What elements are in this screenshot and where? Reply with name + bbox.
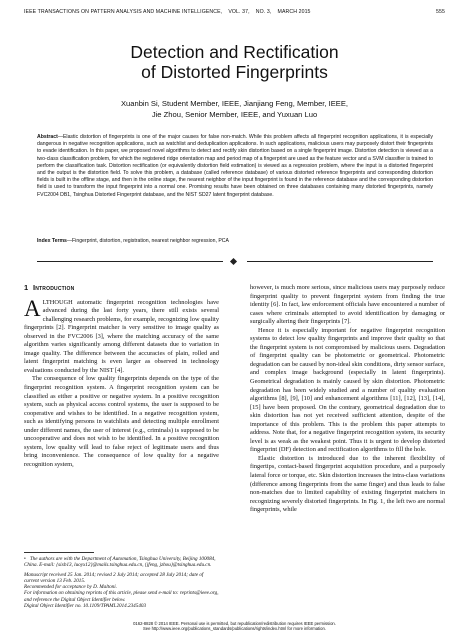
- authors-line-1: Xuanbin Si, Student Member, IEEE, Jianjiang Feng, Member, IEEE,: [120, 99, 349, 108]
- copyright-notice: [0, 621, 469, 631]
- paper-title: [0, 42, 469, 82]
- authors-line-2: Jie Zhou, Senior Member, IEEE, and Yuxuan Luo: [151, 110, 318, 119]
- index-terms-label: Index Terms: [37, 238, 67, 244]
- copyright-line-2: See http://www.ieee.org/publications_standards/publications/rights/index.html for more information.: [143, 626, 326, 632]
- footnote-rule: [24, 552, 94, 553]
- abstract: [37, 134, 433, 199]
- section-number: 1: [24, 283, 29, 292]
- running-head: [24, 9, 445, 15]
- page-number: 555: [436, 9, 445, 15]
- diamond-icon: [230, 257, 237, 264]
- paragraph: The consequence of low quality fingerprints depends on the type of the fingerprint recognition system. A fingerprint recognition system can be classified as either a positive or negative system. In a positive recognition system, such as physical access control systems, the user is supposed to be cooperative and wishes to be identified. In a negative recognition system, such as identifying persons in watchlists and detecting multiple enrollment under different names, the user of interest (e.g., criminals) is supposed to be uncooperative and does not wish to be identified. In a positive recognition system, low quality will lead to false reject of legitimate users and thus bring inconvenience. The consequence of low quality for a negative recognition system,: [24, 375, 219, 468]
- copyright-line-1: 0162-8828 © 2014 IEEE. Personal use is permitted, but republication/redistribution requires IEEE permission.: [133, 621, 336, 626]
- title-line-2: of Distorted Fingerprints: [141, 62, 328, 82]
- footnote-reprints: For information on obtaining reprints of this article, please send e-mail to: reprints@ieee.org, and reference the Digital Object Identifier below.: [24, 590, 219, 603]
- abstract-text: —Elastic distortion of fingerprints is one of the major causes for false non-match. While this problem affects all fingerprint recognition applications, it is especially dangerous in negative recognition applications, such as watchlist and deduplication applications. In such applications, malicious users may purposely distort their fingerprints to evade identification. In this paper, we proposed novel algorithms to detect and rectify skin distortion based on a single fingerprint image. Distortion detection is viewed as a two-class classification problem, for which the registered ridge orientation map and period map of a fingerprint are used as the feature vector and a SVM classifier is trained to perform the classification task. Distortion rectification (or equivalently distortion field estimation) is viewed as a regression problem, where the input is a distorted fingerprint and the output is the distortion field. To solve this problem, a database (called reference database) of various distorted reference fingerprints and corresponding distortion fields is built in the offline stage, and then in the online stage, the nearest neighbor of the input fingerprint is found in the reference database and the corresponding distortion field is used to transform the input fingerprint into a normal one. Promising results have been obtained on three databases containing many distorted fingerprints, namely FVC2004 DB1, Tsinghua Distorted Fingerprint database, and the NIST SD27 latent fingerprint database.: [37, 134, 433, 198]
- footnote-affiliation: • The authors are with the Department of Automation, Tsinghua University, Beijing 100084, China. E-mail: {sixb13, luoyx12}@mails.tsinghua.edu.cn, {jfeng, jzhou}@tsinghua.edu.cn.: [24, 556, 216, 569]
- footnote-manuscript: Manuscript received 25 Jan. 2014; revised 2 July 2014; accepted 28 July 2014; date of current version 13 Feb. 2015.: [24, 571, 204, 584]
- divider-line-right: [247, 261, 433, 262]
- drop-cap: A: [24, 295, 41, 321]
- footnote-doi: Digital Object Identifier no. 10.1109/TPAMI.2014.2345403: [24, 603, 147, 610]
- index-terms-text: —Fingerprint, distortion, registration, nearest neighbor regression, PCA: [66, 238, 229, 244]
- paragraph-text: automatic fingerprint recognition technologies have advanced during the last forty years, there still exists several challenging research problems, for example, recognizing low quality fingerprints [2]. Fingerprint matcher is very sensitive to image quality as observed in the FVC2006 [3], where the matching accuracy of the same algorithm varies significantly among different datasets due to variation in image quality. The difference between the accuracies of plain, rolled and latent fingerprint matching is even larger as observed in technology evaluations conducted by the NIST [4].: [24, 298, 219, 374]
- section-heading: [24, 284, 219, 293]
- paragraph: Hence it is especially important for negative fingerprint recognition systems to detect low quality fingerprints and improve their quality so that the fingerprint system is not compromised by malicious users. Degradation of fingerprint quality can be photometric or geometrical. Photometric degradation can be caused by non-ideal skin conditions, dirty sensor surface, and complex image background (especially in latent fingerprints). Geometrical degradation is mainly caused by skin distortion. Photometric degradation has been widely studied and a number of quality evaluation algorithms [8], [9], [10] and enhancement algorithms [11], [12], [13], [14], [15] have been proposed. On the contrary, geometrical degradation due to skin distortion has not yet received sufficient attention, despite of the importance of this problem. This is the problem this paper attempts to address. Note that, for a negative fingerprint recognition system, its security level is as weak as the weakest point. Thus it is urgent to develop distorted fingerprint (DF) detection and rectification algorithms to fill the hole.: [250, 326, 445, 454]
- author-list: [0, 98, 469, 120]
- index-terms: [37, 238, 433, 245]
- paragraph: Elastic distortion is introduced due to the inherent flexibility of fingertips, contact-based fingerprint acquisition procedure, and a purposely lateral force or torque, etc. Skin distortion increases the intra-class variations (difference among fingerprints from the same finger) and thus leads to false non-matches due to limited capability of existing fingerprint matchers in recognizing severely distorted fingerprints. In Fig. 1, the left two are normal fingerprints, while: [250, 454, 445, 514]
- lead-word: LTHOUGH: [42, 298, 73, 306]
- right-column: [250, 284, 445, 515]
- journal-info: IEEE TRANSACTIONS ON PATTERN ANALYSIS AND MACHINE INTELLIGENCE, VOL. 37, NO. 3, MARCH 2015: [24, 9, 311, 15]
- paragraph: however, is much more serious, since malicious users may purposely reduce fingerprint quality to prevent fingerprint system from finding the true identity [6]. In fact, law enforcement officials have encountered a number of cases where criminals attempted to avoid identification by damaging or surgically altering their fingerprints [7].: [250, 284, 445, 326]
- section-title: Introduction: [32, 283, 75, 292]
- abstract-label: Abstract: [37, 134, 58, 140]
- footnote-recommended: Recommended for acceptance by D. Maltoni.: [24, 584, 117, 591]
- left-column: [24, 284, 219, 469]
- divider-line-left: [37, 261, 223, 262]
- footnotes: [24, 546, 219, 609]
- section-divider: [37, 258, 433, 266]
- paragraph-intro: [24, 295, 219, 376]
- title-line-1: Detection and Rectification: [130, 42, 339, 62]
